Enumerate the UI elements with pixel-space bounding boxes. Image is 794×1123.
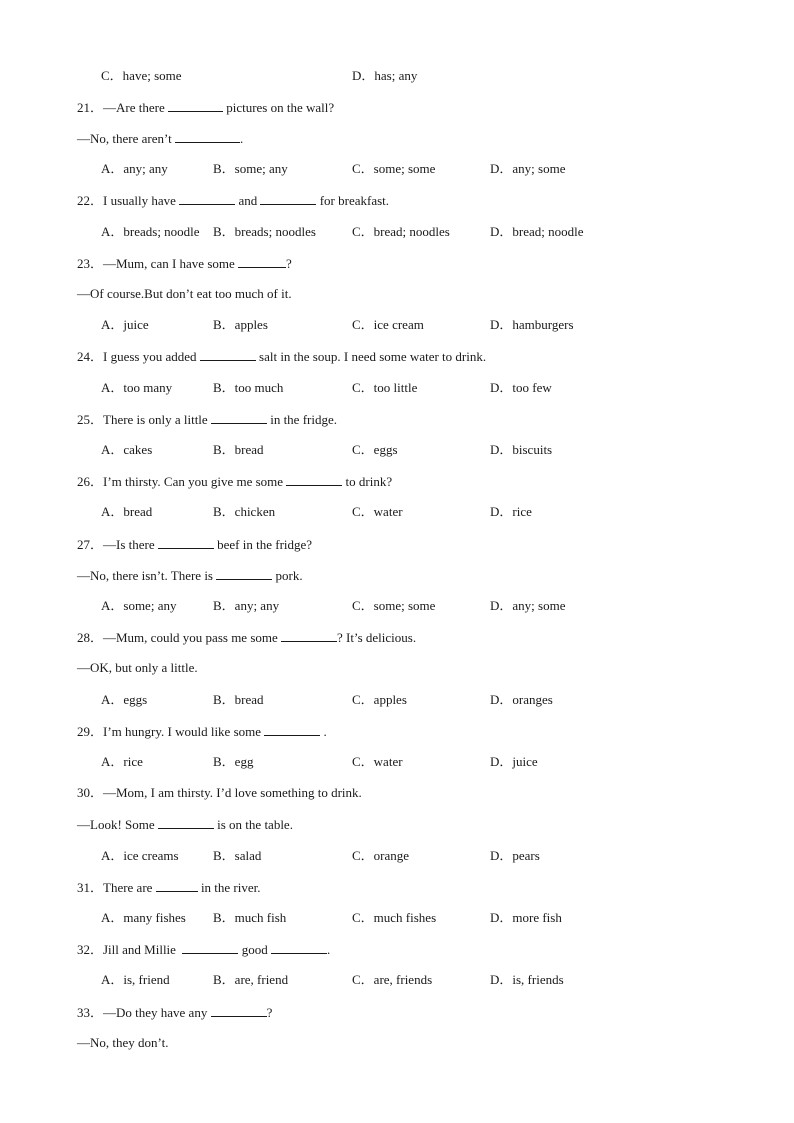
text-segment: 26．I’m thirsty. Can you give me some (77, 474, 287, 489)
text-segment: . (239, 131, 244, 146)
answer-option-d[interactable]: D．rice (490, 504, 532, 519)
text-segment: 31．There are (77, 880, 156, 895)
answer-option-c[interactable]: C．orange (352, 848, 410, 863)
text-segment: and (235, 193, 261, 208)
answer-option-b[interactable]: B．too much (213, 380, 284, 395)
answer-option-a[interactable]: A．too many (101, 380, 173, 395)
text-segment: 24．I guess you added (77, 349, 200, 364)
answer-option-d[interactable]: D．oranges (490, 692, 553, 707)
answer-blank[interactable] (286, 473, 342, 486)
text-segment: ? It’s delicious. (337, 630, 417, 645)
question-reply (77, 286, 292, 302)
answer-option-d[interactable]: D．hamburgers (490, 317, 574, 332)
question-reply (77, 567, 303, 584)
text-segment: 25．There is only a little (77, 412, 211, 427)
answer-option-c[interactable]: C．eggs (352, 442, 398, 457)
text-segment: good (238, 942, 271, 957)
answer-option-a[interactable]: A．breads; noodle (101, 224, 200, 239)
text-segment: 33．—Do they have any (77, 1005, 211, 1020)
question-stem (77, 941, 330, 958)
answer-option-d[interactable]: D．bread; noodle (490, 224, 584, 239)
question-stem (77, 255, 292, 272)
answer-option-b[interactable]: B．apples (213, 317, 268, 332)
answer-option-c[interactable]: C．some; some (352, 598, 436, 613)
answer-option-b[interactable]: B．breads; noodles (213, 224, 316, 239)
text-segment: pork. (272, 568, 303, 583)
answer-blank[interactable] (211, 411, 267, 424)
question-stem (77, 411, 337, 428)
answer-option-a[interactable]: A．rice (101, 754, 143, 769)
answer-option-d[interactable]: D．biscuits (490, 442, 553, 457)
answer-option-d[interactable]: D．juice (490, 754, 538, 769)
question-reply (77, 130, 243, 147)
answer-option-c[interactable]: C．ice cream (352, 317, 424, 332)
question-stem (77, 785, 362, 801)
answer-option-c[interactable]: C．some; some (352, 161, 436, 176)
answer-blank[interactable] (211, 1004, 267, 1017)
question-stem (77, 723, 327, 740)
answer-option-b[interactable]: B．bread (213, 692, 264, 707)
answer-option-b[interactable]: B．some; any (213, 161, 288, 176)
answer-blank[interactable] (182, 941, 238, 954)
answer-option-b[interactable]: B．are, friend (213, 972, 289, 987)
text-segment: 28．—Mum, could you pass me some (77, 630, 282, 645)
answer-blank[interactable] (271, 941, 327, 954)
text-segment: 29．I’m hungry. I would like some (77, 724, 265, 739)
answer-option-c[interactable]: C．bread; noodles (352, 224, 450, 239)
text-segment: —Of course.But don’t eat too much of it. (77, 286, 292, 301)
answer-option-a[interactable]: A．many fishes (101, 910, 186, 925)
text-segment: ? (266, 1005, 273, 1020)
answer-option-a[interactable]: A．cakes (101, 442, 153, 457)
answer-blank[interactable] (281, 629, 337, 642)
question-stem (77, 879, 261, 896)
answer-option-c[interactable]: C．too little (352, 380, 418, 395)
answer-blank[interactable] (238, 255, 286, 268)
answer-blank[interactable] (158, 816, 214, 829)
text-segment: to drink? (342, 474, 393, 489)
answer-option-d[interactable]: D．any; some (490, 161, 566, 176)
question-reply (77, 816, 293, 833)
answer-option-a[interactable]: A．eggs (101, 692, 148, 707)
answer-blank[interactable] (260, 192, 316, 205)
answer-option-a[interactable]: A．any; any (101, 161, 168, 176)
answer-blank[interactable] (175, 130, 240, 143)
text-segment: —Look! Some (77, 817, 158, 832)
text-segment: beef in the fridge? (213, 537, 313, 552)
text-segment: 21．—Are there (77, 100, 168, 115)
text-segment: salt in the soup. I need some water to drink. (255, 349, 487, 364)
text-segment: —No, there aren’t (77, 131, 175, 146)
answer-option-c[interactable]: C．much fishes (352, 910, 437, 925)
answer-option-d[interactable]: D．pears (490, 848, 540, 863)
answer-option-a[interactable]: A．ice creams (101, 848, 179, 863)
answer-blank[interactable] (156, 879, 198, 892)
text-segment: ? (286, 256, 292, 271)
answer-blank[interactable] (216, 567, 272, 580)
answer-blank[interactable] (158, 536, 214, 549)
question-stem (77, 536, 312, 553)
answer-option-d[interactable]: D．any; some (490, 598, 566, 613)
answer-option-a[interactable]: A．bread (101, 504, 153, 519)
text-segment: —No, there isn’t. There is (77, 568, 217, 583)
answer-option-b[interactable]: B．bread (213, 442, 264, 457)
answer-option-c[interactable]: C．apples (352, 692, 407, 707)
answer-blank[interactable] (264, 723, 320, 736)
answer-option-c[interactable]: C．are, friends (352, 972, 433, 987)
question-stem (77, 1004, 272, 1021)
text-segment: 30．—Mom, I am thirsty. I’d love something to drink. (77, 785, 362, 800)
question-stem (77, 629, 416, 646)
answer-option-b[interactable]: B．egg (213, 754, 254, 769)
text-segment: is on the table. (213, 817, 293, 832)
answer-option-b[interactable]: B．much fish (213, 910, 287, 925)
text-segment: 23．—Mum, can I have some (77, 256, 239, 271)
answer-option-b[interactable]: B．any; any (213, 598, 280, 613)
text-segment: . (320, 724, 327, 739)
text-segment: —No, they don’t. (77, 1035, 169, 1050)
text-segment: —OK, but only a little. (77, 660, 198, 675)
answer-option-a[interactable]: A．is, friend (101, 972, 170, 987)
answer-option-b[interactable]: B．chicken (213, 504, 276, 519)
text-segment: . (326, 942, 331, 957)
answer-option-d[interactable]: D．more fish (490, 910, 562, 925)
answer-option-a[interactable]: A．some; any (101, 598, 177, 613)
question-stem (77, 192, 389, 209)
question-stem (77, 348, 486, 365)
text-segment: 22．I usually have (77, 193, 180, 208)
text-segment: 32．Jill and Millie (77, 942, 183, 957)
text-segment: 27．—Is there (77, 537, 158, 552)
option-c: C．have; some (101, 68, 182, 83)
answer-option-a[interactable]: A．juice (101, 317, 149, 332)
text-segment: in the river. (197, 880, 261, 895)
answer-option-c[interactable]: C．water (352, 504, 403, 519)
answer-blank[interactable] (168, 99, 223, 112)
option-d: D．has; any (352, 68, 418, 83)
answer-blank[interactable] (200, 348, 256, 361)
question-reply (77, 660, 198, 676)
text-segment: in the fridge. (266, 412, 337, 427)
answer-option-d[interactable]: D．is, friends (490, 972, 564, 987)
answer-option-b[interactable]: B．salad (213, 848, 262, 863)
text-segment: for breakfast. (316, 193, 390, 208)
answer-option-d[interactable]: D．too few (490, 380, 552, 395)
question-reply (77, 1035, 168, 1051)
question-stem (77, 473, 392, 490)
question-stem (77, 99, 334, 116)
answer-option-c[interactable]: C．water (352, 754, 403, 769)
answer-blank[interactable] (179, 192, 235, 205)
text-segment: pictures on the wall? (222, 100, 335, 115)
